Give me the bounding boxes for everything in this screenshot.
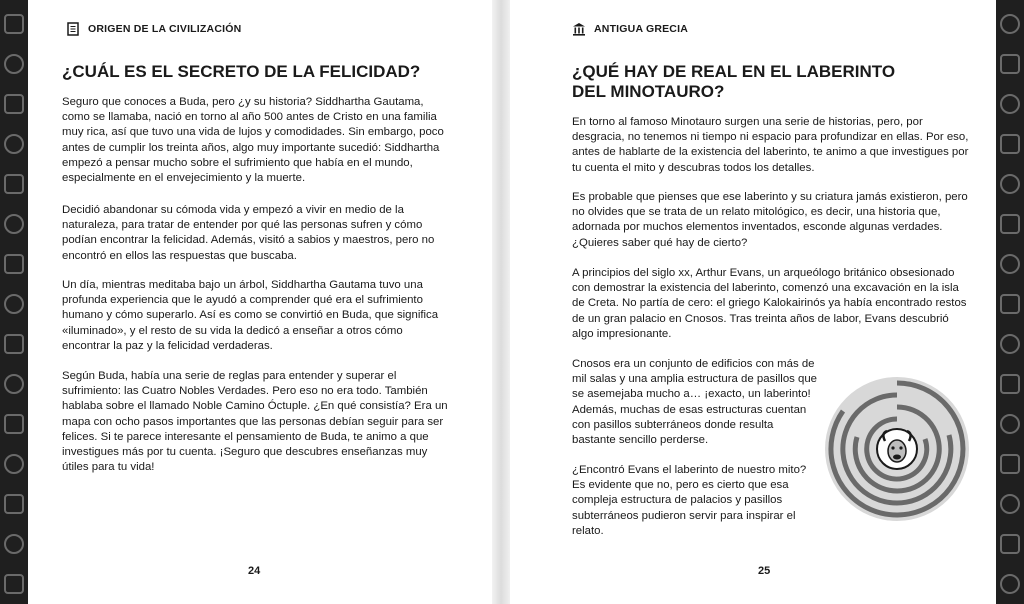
doodle-icon: [4, 94, 24, 114]
section-label: ORIGEN DE LA CIVILIZACIÓN: [88, 23, 242, 35]
page-title: [572, 62, 895, 102]
title-line: DEL MINOTAURO?: [572, 82, 725, 101]
doodle-icon: [1000, 214, 1020, 234]
doodle-icon: [1000, 414, 1020, 434]
title-line: ¿QUÉ HAY DE REAL EN EL LABERINTO: [572, 62, 896, 81]
doodle-icon: [4, 14, 24, 34]
doodle-icon: [4, 334, 24, 354]
doodle-icon: [1000, 254, 1020, 274]
paragraph: Cnosos era un conjunto de edificios con más de mil salas y una amplia estructura de pasillos que se asemejaba mucho a… ¡exacto, un laberinto! Además, muchas de esas estructuras cuentan con pasillos subterráneos donde resulta bastante sencillo perderse.: [572, 358, 818, 447]
doodle-icon: [1000, 14, 1020, 34]
doodle-icon: [4, 294, 24, 314]
paragraph: En torno al famoso Minotauro surgen una serie de historias, pero, por desgracia, no tenemos ni tiempo ni espacio para profundizar en ellas. Por eso, antes de hablarte de la existencia del laberinto, te animo a que investigues por tu cuenta el mito y descubras todos los detalles.: [572, 116, 969, 174]
paragraph: ¿Encontró Evans el laberinto de nuestro mito? Es evidente que no, pero es cierto que esa compleja estructura de palacios y pasillos subterráneos pudieron servir para inspirar el relato.: [572, 464, 807, 537]
right-decorative-strip: [996, 0, 1024, 604]
doodle-icon: [1000, 294, 1020, 314]
doodle-icon: [1000, 334, 1020, 354]
paragraph: Decidió abandonar su cómoda vida y empezó a vivir en medio de la naturaleza, para tratar de entender por qué las personas sufren y cómo podían encontrar la felicidad. Además, visitó a sabios y maestros, pero no encontró en ellos las respuestas que buscaba.: [62, 204, 435, 262]
doodle-icon: [1000, 494, 1020, 514]
paragraph: Un día, mientras meditaba bajo un árbol, Siddhartha Gautama tuvo una profunda experiencia que le ayudó a comprender qué era el sufrimiento humano y cómo superarlo. Así es como se convirtió en Buda, que significa «iluminado», y el resto de su vida la dedicó a enseñar a otros cómo encontrar la paz y la felicidad verdaderas.: [62, 279, 439, 352]
doodle-icon: [1000, 534, 1020, 554]
doodle-icon: [1000, 134, 1020, 154]
doodle-icon: [4, 374, 24, 394]
doodle-icon: [1000, 174, 1020, 194]
paragraph: Según Buda, había una serie de reglas para entender y superar el sufrimiento: las Cuatro Nobles Verdades. Pero eso no era todo. También hablaba sobre el llamado Noble Camino Óctuple. ¿En qué consistía? Era un mapa con ocho pasos importantes que las personas debían seguir para ser felices. Si te parece interesante el pensamiento de Buda, te animo a que investigues más por tu cuenta. ¡Seguro que descubres enseñanzas muy útiles para tu vida!: [62, 370, 448, 474]
doodle-icon: [4, 574, 24, 594]
doodle-icon: [4, 214, 24, 234]
doodle-icon: [1000, 54, 1020, 74]
doodle-icon: [4, 414, 24, 434]
page-title: ¿CUÁL ES EL SECRETO DE LA FELICIDAD?: [62, 62, 421, 81]
doodle-icon: [4, 534, 24, 554]
paragraph: A principios del siglo xx, Arthur Evans, un arqueólogo británico obsesionado con demostrar la existencia del laberinto, comenzó una excavación en la isla de Creta. No partía de cero: el griego Kalokairinós ya había encontrado restos de un gran palacio en Cnosos. Tras treinta años de labor, Evans descubrió algo impresionante.: [572, 267, 967, 340]
greek-temple-icon: [572, 22, 586, 36]
left-decorative-strip: [0, 0, 28, 604]
doodle-icon: [4, 454, 24, 474]
section-label: ANTIGUA GRECIA: [594, 23, 688, 35]
doodle-icon: [4, 494, 24, 514]
labyrinth-minotaur-icon: [823, 375, 971, 523]
doodle-icon: [4, 134, 24, 154]
doodle-icon: [1000, 574, 1020, 594]
doodle-icon: [4, 254, 24, 274]
paragraph: Seguro que conoces a Buda, pero ¿y su historia? Siddhartha Gautama, como se llamaba, nació en torno al año 500 antes de Cristo en una familia muy rica, así que tuvo una vida de lujos y comodidades. Sin embargo, poco antes de cumplir los treinta años, algo muy importante sucedió: Siddhartha empezó a pensar mucho sobre el sufrimiento que había en el mundo, especialmente en el envejecimiento y la muerte.: [62, 96, 444, 185]
doodle-icon: [1000, 454, 1020, 474]
doodle-icon: [4, 54, 24, 74]
page-number: 24: [248, 565, 261, 577]
doodle-icon: [1000, 374, 1020, 394]
doodle-icon: [1000, 94, 1020, 114]
book-gutter: [492, 0, 510, 604]
left-page-header: [66, 22, 241, 36]
scroll-icon: [66, 22, 80, 36]
page-number: 25: [758, 565, 771, 577]
right-page-header: [572, 22, 688, 36]
paragraph: Es probable que pienses que ese laberinto y su criatura jamás existieron, pero no olvides que se trata de un relato mitológico, es decir, una historia que, adornada por muchos elementos inventados, esconde algunas verdades. ¿Quieres saber qué hay de cierto?: [572, 191, 968, 249]
doodle-icon: [4, 174, 24, 194]
